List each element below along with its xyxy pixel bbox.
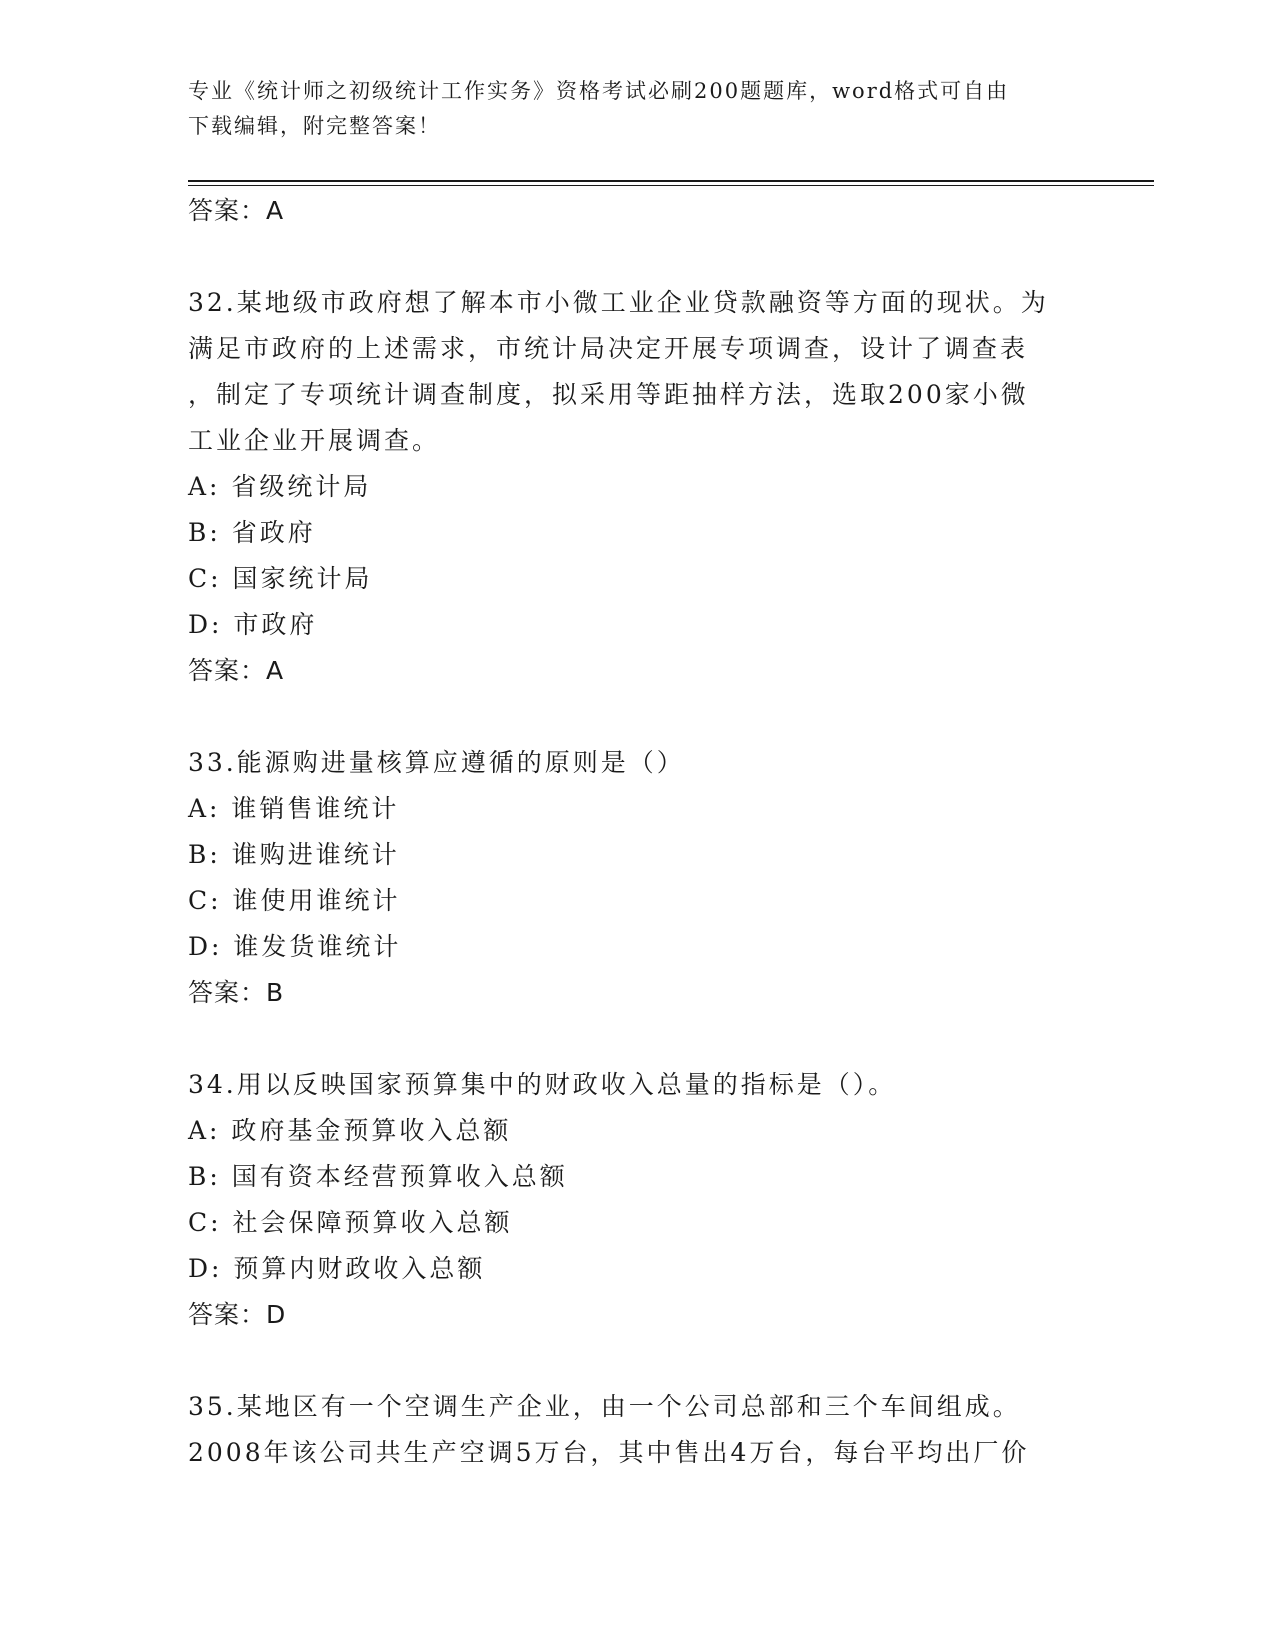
option-b: B: 国有资本经营预算收入总额 xyxy=(188,1162,568,1191)
question-text-line: 34.用以反映国家预算集中的财政收入总量的指标是（）。 xyxy=(188,1070,897,1099)
spacer xyxy=(188,694,1088,740)
question-text-line: ，制定了专项统计调查制度，拟采用等距抽样方法，选取200家小微 xyxy=(188,380,1029,409)
question-text-line: 工业企业开展调查。 xyxy=(188,426,441,455)
question-35 xyxy=(188,1384,1088,1476)
option-c: C: 国家统计局 xyxy=(188,564,373,593)
option-d: D: 预算内财政收入总额 xyxy=(188,1254,486,1283)
option-d: D: 市政府 xyxy=(188,610,318,639)
option-b: B: 谁购进谁统计 xyxy=(188,840,400,869)
document-header xyxy=(188,74,1088,144)
option-c: C: 社会保障预算收入总额 xyxy=(188,1208,513,1237)
spacer xyxy=(188,1338,1088,1384)
spacer xyxy=(188,234,1088,280)
question-33 xyxy=(188,740,1088,1016)
answer: 答案：B xyxy=(188,978,285,1007)
option-a: A: 政府基金预算收入总额 xyxy=(188,1116,512,1145)
option-b: B: 省政府 xyxy=(188,518,316,547)
answer: 答案：A xyxy=(188,656,285,685)
option-a: A: 谁销售谁统计 xyxy=(188,794,400,823)
option-c: C: 谁使用谁统计 xyxy=(188,886,401,915)
question-32 xyxy=(188,280,1088,694)
answer: 答案：D xyxy=(188,1300,287,1329)
header-line-2: 下载编辑，附完整答案！ xyxy=(188,114,441,138)
question-34 xyxy=(188,1062,1088,1338)
spacer xyxy=(188,1016,1088,1062)
header-divider-thick xyxy=(188,180,1154,182)
question-text-line: 32.某地级市政府想了解本市小微工业企业贷款融资等方面的现状。为 xyxy=(188,288,1049,317)
previous-answer: 答案：A xyxy=(188,196,285,225)
question-text-line: 2008年该公司共生产空调5万台，其中售出4万台，每台平均出厂价 xyxy=(188,1438,1030,1467)
question-text-line: 35.某地区有一个空调生产企业，由一个公司总部和三个车间组成。 xyxy=(188,1392,1021,1421)
header-line-1: 专业《统计师之初级统计工作实务》资格考试必刷200题题库，word格式可自由 xyxy=(188,79,1010,103)
header-divider-thin xyxy=(188,185,1154,186)
document-body xyxy=(188,188,1088,1476)
question-text-line: 满足市政府的上述需求，市统计局决定开展专项调查，设计了调查表 xyxy=(188,334,1029,363)
option-d: D: 谁发货谁统计 xyxy=(188,932,402,961)
question-text-line: 33.能源购进量核算应遵循的原则是（） xyxy=(188,748,685,777)
option-a: A: 省级统计局 xyxy=(188,472,372,501)
